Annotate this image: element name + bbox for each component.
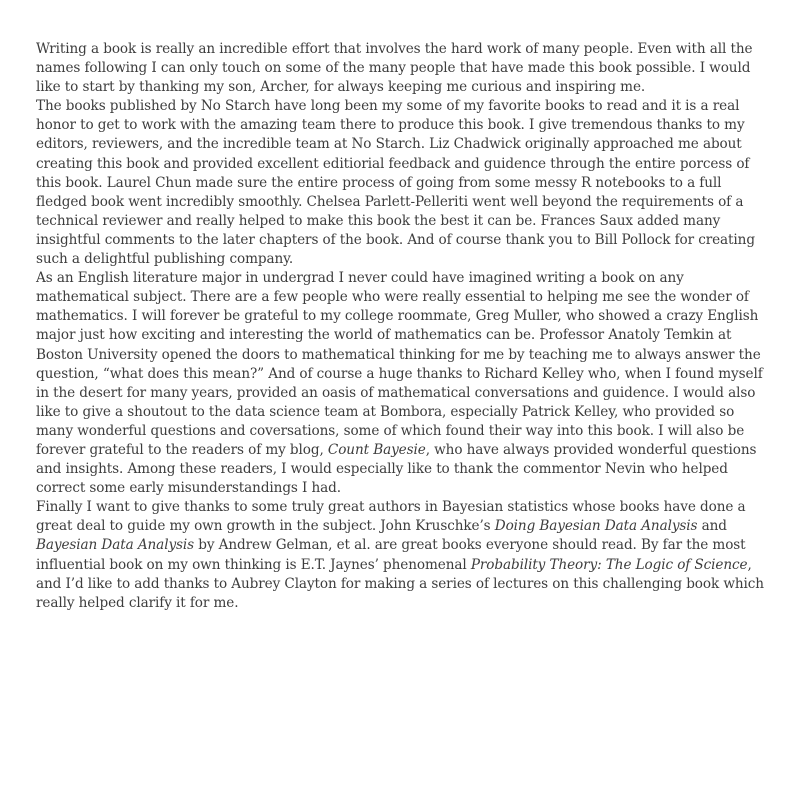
italic-title-text: Count Bayesie [327, 441, 426, 458]
paragraph-text: Finally I want to give thanks to some truly great authors in Bayesian statistics whose books have done a great deal to guide my own growth in the subject. John Kruschke’s [36, 499, 746, 535]
italic-title-text: Probability Theory: The Logic of Science [470, 556, 748, 573]
italic-title-text: Doing Bayesian Data Analysis [494, 518, 698, 535]
paragraph-no-starch-team [36, 97, 772, 269]
paragraph-text: , and I’d like to add thanks to Aubrey Clayton for making a series of lectures on this challenging book which really helped clarify it for me. [36, 556, 764, 611]
paragraph-text: , who have always provided wonderful questions and insights. Among these readers, I would especially like to thank the commentor Nevin who helped correct some early misunderstandings I had. [36, 441, 757, 497]
paragraph-text: The books published by No Starch have long been my some of my favorite books to read and it is a real honor to get to work with the amazing team there to produce this book. I give tremendous thanks to my editors, reviewers, and the incredible team at No Starch. Liz Chadwick originally approached me about creating this book and provided excellent editiorial feedback and guidence through the entire porcess of this book. Laurel Chun made sure the entire process of going from some messy R notebooks to a full fledged book went incredibly smoothly. Chelsea Parlett-Pelleriti went well beyond the requirements of a technical reviewer and really helped to make this book the best it can be. Frances Saux added many insightful comments to the later chapters of the book. And of course thank you to Bill Pollock for creating such a delightful publishing company. [36, 98, 755, 268]
italic-title-text: Bayesian Data Analysis [36, 537, 195, 554]
paragraph-mathematics-mentors [36, 269, 772, 498]
paragraph-text: As an English literature major in undergrad I never could have imagined writing a book on any mathematical subject. There are a few people who were really essential to helping me see the wonder of mathematics. I will forever be grateful to my college roommate, Greg Muller, who showed a crazy English major just how exciting and interesting the world of mathematics can be. Professor Anatoly Temkin at Boston University opened the doors to mathematical thinking for me by teaching me to always answer the question, “what does this mean?” And of course a huge thanks to Richard Kelley who, when I found myself in the desert for many years, provided an oasis of mathematical conversations and guidence. I would also like to give a shoutout to the data science team at Bombora, especially Patrick Kelley, who provided so many wonderful questions and coversations, some of which found their way into this book. I will also be forever grateful to the readers of my blog, [36, 270, 763, 458]
paragraph-bayesian-authors [36, 498, 772, 613]
paragraph-text: by Andrew Gelman, et al. are great books everyone should read. By far the most influential book on my own thinking is E.T. Jaynes’ phenomenal [36, 537, 746, 573]
acknowledgments-text [36, 40, 772, 613]
paragraph-text: and [697, 518, 727, 535]
paragraph-text: Writing a book is really an incredible effort that involves the hard work of many people. Even with all the names following I can only touch on some of the many people that have made this book possible. I would like to start by thanking my son, Archer, for always keeping me curious and inspiring me. [36, 41, 753, 96]
paragraph-intro [36, 40, 772, 97]
